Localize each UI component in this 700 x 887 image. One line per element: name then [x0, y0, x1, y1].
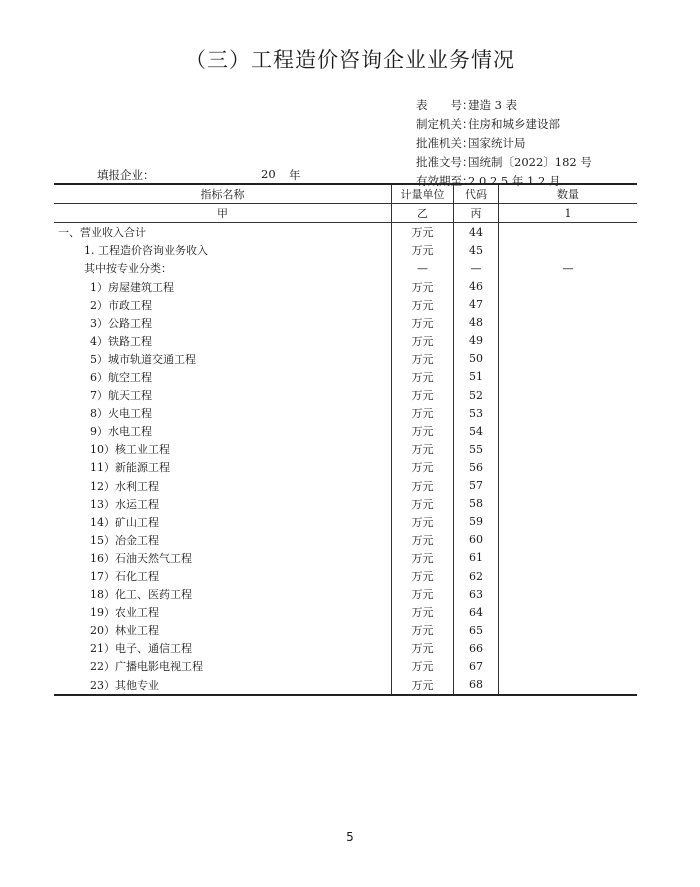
- code-cell: 61: [454, 549, 499, 567]
- table-row: [54, 277, 637, 295]
- table-row: [54, 368, 637, 386]
- quantity-cell[interactable]: [499, 223, 638, 242]
- meta-value: 国统制〔2022〕182 号: [468, 155, 592, 169]
- code-cell: 45: [454, 241, 499, 259]
- unit-cell: 万元: [392, 621, 454, 639]
- quantity-cell[interactable]: [499, 513, 638, 531]
- code-cell: 63: [454, 585, 499, 603]
- code-cell: 49: [454, 332, 499, 350]
- indicator-name-cell: 8）火电工程: [90, 407, 152, 421]
- quantity-cell[interactable]: [499, 603, 638, 621]
- quantity-cell[interactable]: [499, 332, 638, 350]
- code-cell: 66: [454, 639, 499, 657]
- indicator-name-cell: 9）水电工程: [90, 425, 152, 439]
- report-year-suffix: 年: [289, 168, 301, 182]
- unit-cell: 万元: [392, 404, 454, 422]
- indicator-name-cell: 17）石化工程: [90, 570, 159, 584]
- quantity-cell[interactable]: —: [499, 259, 638, 277]
- header-code: 代码: [454, 184, 499, 204]
- table-row: [54, 259, 637, 277]
- indicator-name-cell: 2）市政工程: [90, 298, 152, 312]
- code-cell: 62: [454, 567, 499, 585]
- quantity-cell[interactable]: [499, 458, 638, 476]
- quantity-cell[interactable]: [499, 241, 638, 259]
- unit-cell: 万元: [392, 549, 454, 567]
- table-row: [54, 422, 637, 440]
- unit-cell: 万元: [392, 296, 454, 314]
- unit-cell: 万元: [392, 368, 454, 386]
- meta-value: 住房和城乡建设部: [468, 117, 560, 131]
- quantity-cell[interactable]: [499, 350, 638, 368]
- meta-label: 有效期至：: [416, 174, 474, 188]
- unit-cell: 万元: [392, 350, 454, 368]
- table-row: [54, 639, 637, 657]
- table-row: [54, 477, 637, 495]
- indicator-name-cell: 4）铁路工程: [90, 334, 152, 348]
- table-row: [54, 296, 637, 314]
- unit-cell: 万元: [392, 223, 454, 242]
- code-cell: 56: [454, 458, 499, 476]
- unit-cell: 万元: [392, 513, 454, 531]
- code-cell: 68: [454, 676, 499, 695]
- code-cell: 50: [454, 350, 499, 368]
- meta-value: 2 0 2 5 年 1 2 月: [468, 174, 561, 188]
- indicator-name-cell: 5）城市轨道交通工程: [90, 352, 196, 366]
- code-cell: 44: [454, 223, 499, 242]
- quantity-cell[interactable]: [499, 440, 638, 458]
- table-row: [54, 440, 637, 458]
- meta-label: 批准文号：: [416, 155, 474, 169]
- table-row: [54, 495, 637, 513]
- code-cell: 58: [454, 495, 499, 513]
- code-cell: 55: [454, 440, 499, 458]
- header-quantity: 数量: [499, 184, 638, 204]
- indicator-name-cell: 23）其他专业: [90, 678, 159, 692]
- quantity-cell[interactable]: [499, 404, 638, 422]
- code-cell: 52: [454, 386, 499, 404]
- unit-cell: 万元: [392, 241, 454, 259]
- indicator-name-cell: 14）矿山工程: [90, 515, 159, 529]
- quantity-cell[interactable]: [499, 296, 638, 314]
- subheader-unit: 乙: [392, 204, 454, 223]
- unit-cell: 万元: [392, 458, 454, 476]
- indicator-name-cell: 7）航天工程: [90, 389, 152, 403]
- table-row: [54, 241, 637, 259]
- meta-row: [416, 115, 592, 134]
- unit-cell: 万元: [392, 386, 454, 404]
- code-cell: 46: [454, 277, 499, 295]
- code-cell: 51: [454, 368, 499, 386]
- quantity-cell[interactable]: [499, 495, 638, 513]
- table-subheader-row: [54, 204, 637, 223]
- code-cell: 59: [454, 513, 499, 531]
- table-row: [54, 621, 637, 639]
- meta-label: 制定机关：: [416, 117, 474, 131]
- quantity-cell[interactable]: [499, 277, 638, 295]
- table-row: [54, 567, 637, 585]
- table-row: [54, 404, 637, 422]
- code-cell: 48: [454, 314, 499, 332]
- quantity-cell[interactable]: [499, 368, 638, 386]
- code-cell: 60: [454, 531, 499, 549]
- indicator-name-cell: 16）石油天然气工程: [90, 551, 192, 565]
- unit-cell: —: [392, 259, 454, 277]
- indicator-name-cell: 1. 工程造价咨询业务收入: [84, 244, 208, 258]
- code-cell: 47: [454, 296, 499, 314]
- indicator-name-cell: 18）化工、医药工程: [90, 588, 192, 602]
- unit-cell: 万元: [392, 314, 454, 332]
- table-row: [54, 657, 637, 675]
- code-cell: 67: [454, 657, 499, 675]
- subheader-quantity: 1: [499, 204, 638, 223]
- indicator-name-cell: 15）冶金工程: [90, 533, 159, 547]
- code-cell: 65: [454, 621, 499, 639]
- code-cell: 53: [454, 404, 499, 422]
- meta-value: 建造 3 表: [468, 98, 518, 112]
- quantity-cell[interactable]: [499, 531, 638, 549]
- code-cell: —: [454, 259, 499, 277]
- business-table: [54, 183, 637, 696]
- unit-cell: 万元: [392, 332, 454, 350]
- unit-cell: 万元: [392, 676, 454, 695]
- quantity-cell[interactable]: [499, 621, 638, 639]
- unit-cell: 万元: [392, 585, 454, 603]
- table-row: [54, 458, 637, 476]
- form-title: （三）工程造价咨询企业业务情况: [185, 48, 515, 72]
- report-year-prefix: 20: [261, 167, 276, 181]
- indicator-name-cell: 20）林业工程: [90, 624, 159, 638]
- code-cell: 57: [454, 477, 499, 495]
- quantity-cell[interactable]: [499, 549, 638, 567]
- indicator-name-cell: 11）新能源工程: [90, 461, 170, 475]
- meta-row: [416, 134, 592, 153]
- meta-row: [416, 153, 592, 172]
- unit-cell: 万元: [392, 639, 454, 657]
- form-meta-block: [416, 96, 592, 191]
- indicator-name-cell: 其中按专业分类：: [84, 262, 172, 276]
- unit-cell: 万元: [392, 477, 454, 495]
- unit-cell: 万元: [392, 657, 454, 675]
- unit-cell: 万元: [392, 567, 454, 585]
- meta-label: 批准机关：: [416, 136, 474, 150]
- unit-cell: 万元: [392, 277, 454, 295]
- indicator-name-cell: 19）农业工程: [90, 606, 159, 620]
- header-unit: 计量单位: [392, 184, 454, 204]
- indicator-name-cell: 6）航空工程: [90, 370, 152, 384]
- table-row: [54, 676, 637, 695]
- indicator-name-cell: 一、营业收入合计: [58, 226, 146, 240]
- unit-cell: 万元: [392, 440, 454, 458]
- quantity-cell[interactable]: [499, 676, 638, 695]
- table-row: [54, 585, 637, 603]
- quantity-cell[interactable]: [499, 567, 638, 585]
- indicator-name-cell: 12）水利工程: [90, 479, 159, 493]
- table-header-row: [54, 184, 637, 204]
- indicator-name-cell: 22）广播电影电视工程: [90, 660, 203, 674]
- header-indicator-name: 指标名称: [54, 184, 392, 204]
- unit-cell: 万元: [392, 531, 454, 549]
- subheader-code: 丙: [454, 204, 499, 223]
- quantity-cell[interactable]: [499, 657, 638, 675]
- quantity-cell[interactable]: [499, 477, 638, 495]
- table-row: [54, 549, 637, 567]
- table-row: [54, 513, 637, 531]
- table-row: [54, 603, 637, 621]
- unit-cell: 万元: [392, 603, 454, 621]
- unit-cell: 万元: [392, 495, 454, 513]
- code-cell: 54: [454, 422, 499, 440]
- code-cell: 64: [454, 603, 499, 621]
- indicator-name-cell: 3）公路工程: [90, 316, 152, 330]
- indicator-name-cell: 1）房屋建筑工程: [90, 280, 174, 294]
- indicator-name-cell: 10）核工业工程: [90, 443, 170, 457]
- quantity-cell[interactable]: [499, 585, 638, 603]
- table-row: [54, 531, 637, 549]
- subheader-name: 甲: [54, 204, 392, 223]
- table-row: [54, 223, 637, 242]
- table-row: [54, 314, 637, 332]
- meta-value: 国家统计局: [468, 136, 526, 150]
- meta-label: 表 号：: [416, 98, 474, 112]
- enterprise-label: 填报企业：: [97, 168, 155, 182]
- quantity-cell[interactable]: [499, 386, 638, 404]
- indicator-name-cell: 21）电子、通信工程: [90, 642, 192, 656]
- table-row: [54, 386, 637, 404]
- quantity-cell[interactable]: [499, 314, 638, 332]
- page-number: 5: [346, 830, 354, 844]
- table-row: [54, 332, 637, 350]
- indicator-name-cell: 13）水运工程: [90, 497, 159, 511]
- meta-row: [416, 96, 592, 115]
- quantity-cell[interactable]: [499, 639, 638, 657]
- table-row: [54, 350, 637, 368]
- unit-cell: 万元: [392, 422, 454, 440]
- quantity-cell[interactable]: [499, 422, 638, 440]
